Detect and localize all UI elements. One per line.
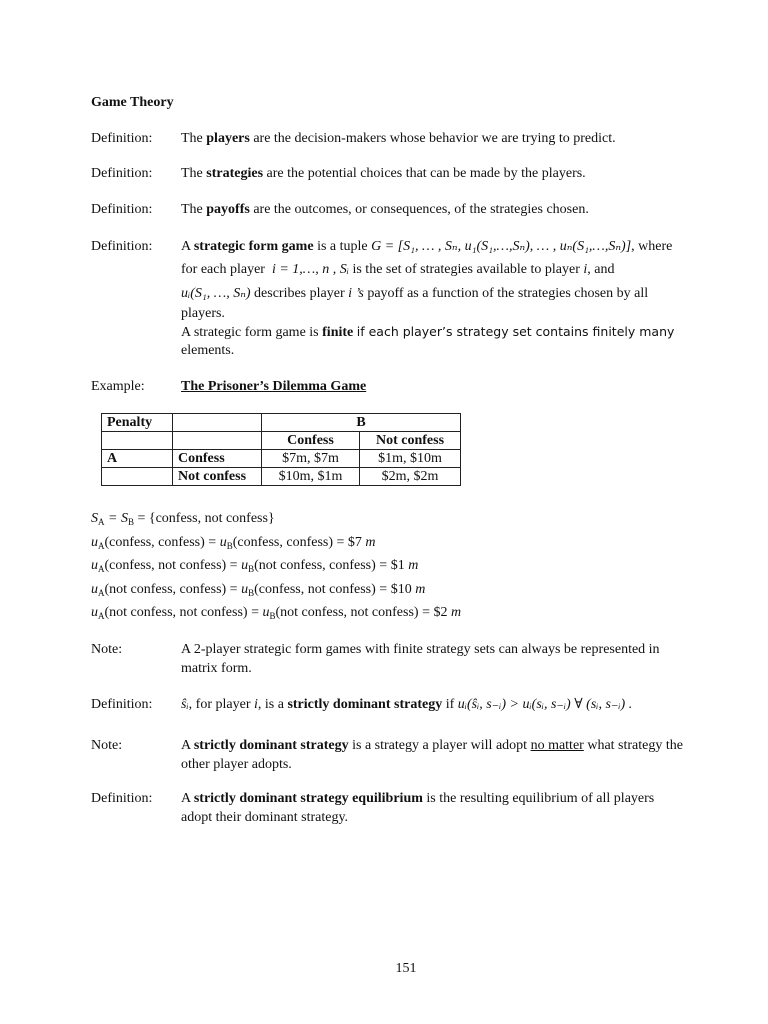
col-confess-header: Confess	[262, 432, 360, 450]
term-strictly-dominant-strategy: strictly dominant strategy	[287, 697, 443, 712]
note-text: A 2-player strategic form games with finite strategy sets can always be represented in matrix form.	[181, 642, 660, 676]
term-strictly-dominant-strategy: strictly dominant strategy	[193, 738, 349, 753]
equation-strategy-sets: $S_A = S_B$ = {confess, not confess}	[91, 511, 275, 527]
definition-label: Definition:	[91, 791, 153, 806]
page-title: Game Theory	[91, 95, 174, 110]
definition-label: Definition:	[91, 166, 153, 181]
note-label: Note:	[91, 642, 123, 657]
penalty-header: Penalty	[102, 414, 173, 432]
example-label: Example:	[91, 379, 145, 394]
table-row	[102, 432, 461, 450]
equation-payoff: $u_A(confess$, confess) = $u_B(confess$, confess) = $7 m	[91, 534, 376, 551]
note-label: Note:	[91, 738, 123, 753]
table-row	[102, 450, 461, 468]
tuple-formula: G = [S₁, … , Sₙ, u₁(S₁,…,Sₙ), … , uₙ(S₁,…,Sₙ)]	[371, 239, 632, 254]
page-number: 151	[395, 961, 417, 976]
player-a-header: A	[102, 450, 173, 468]
term-strategies: strategies	[206, 166, 264, 181]
term-strictly-dominant-strategy-equilibrium: strictly dominant strategy equilibrium	[193, 791, 423, 806]
definition-strategic-form-game	[91, 237, 731, 362]
equation-payoff: $u_A(not$ confess, confess) = $u_B(confess$, not confess) = $10 m	[91, 581, 426, 598]
payoff-cell: $1m, $10m	[360, 450, 461, 468]
row-not-confess-header: Not confess	[173, 468, 262, 486]
term-strategic-form-game: strategic form game	[193, 239, 314, 254]
equations-block	[91, 507, 461, 625]
table-row	[102, 468, 461, 486]
example-title: The Prisoner’s Dilemma Game	[181, 379, 367, 394]
definition-text: The strategies are the potential choices that can be made by the players.	[181, 166, 586, 181]
definition-text: A strictly dominant strategy equilibrium is the resulting equilibrium of all players adopt their dominant strategy.	[181, 791, 655, 825]
definition-label: Definition:	[91, 202, 153, 217]
note-text: A strictly dominant strategy is a strategy a player will adopt no matter what strategy the other player adopts.	[181, 738, 683, 772]
table-row	[102, 414, 461, 432]
term-players: players	[206, 131, 250, 146]
definition-label: Definition:	[91, 239, 153, 254]
payoff-matrix-table	[101, 413, 461, 486]
payoff-function: uᵢ(S₁, …, Sₙ)	[181, 286, 251, 301]
definition-text: The payoffs are the outcomes, or consequences, of the strategies chosen.	[181, 202, 589, 217]
definition-text: ŝᵢ, for player i, is a strictly dominant strategy if uᵢ(ŝᵢ, s₋ᵢ) > uᵢ(sᵢ, s₋ᵢ) ∀ (sᵢ, s₋ᵢ) .	[181, 697, 633, 712]
definition-text: The players are the decision-makers whose behavior we are trying to predict.	[181, 131, 616, 146]
term-finite: finite	[322, 325, 354, 340]
term-payoffs: payoffs	[206, 202, 250, 217]
payoff-cell: $7m, $7m	[262, 450, 360, 468]
definition-label: Definition:	[91, 131, 153, 146]
row-confess-header: Confess	[173, 450, 262, 468]
payoff-cell: $2m, $2m	[360, 468, 461, 486]
equation-payoff: $u_A(not$ confess, not confess) = $u_B(not$ confess, not confess) = $2 m	[91, 605, 462, 621]
definition-text: A strategic form game is a tuple G = [S₁, … , Sₙ, u₁(S₁,…,Sₙ), … , uₙ(S₁,…,Sₙ)], where for each player i = 1,…, n , Sᵢ is the set of strategies available to player i, and uᵢ(S₁, …, Sₙ) describes player i ’s payoff as a function of the strategies chosen by all players. A strategic form game is finite if each player’s strategy set contains finitely many elements.	[181, 239, 675, 358]
equation-payoff: $u_A(confess$, not confess) = $u_B(not$ confess, confess) = $1 m	[91, 558, 419, 574]
dominance-condition: uᵢ(ŝᵢ, s₋ᵢ) > uᵢ(sᵢ, s₋ᵢ) ∀ (sᵢ, s₋ᵢ) .	[457, 697, 633, 712]
payoff-cell: $10m, $1m	[262, 468, 360, 486]
col-not-confess-header: Not confess	[360, 432, 461, 450]
player-b-header: B	[262, 414, 461, 432]
definition-label: Definition:	[91, 697, 153, 712]
